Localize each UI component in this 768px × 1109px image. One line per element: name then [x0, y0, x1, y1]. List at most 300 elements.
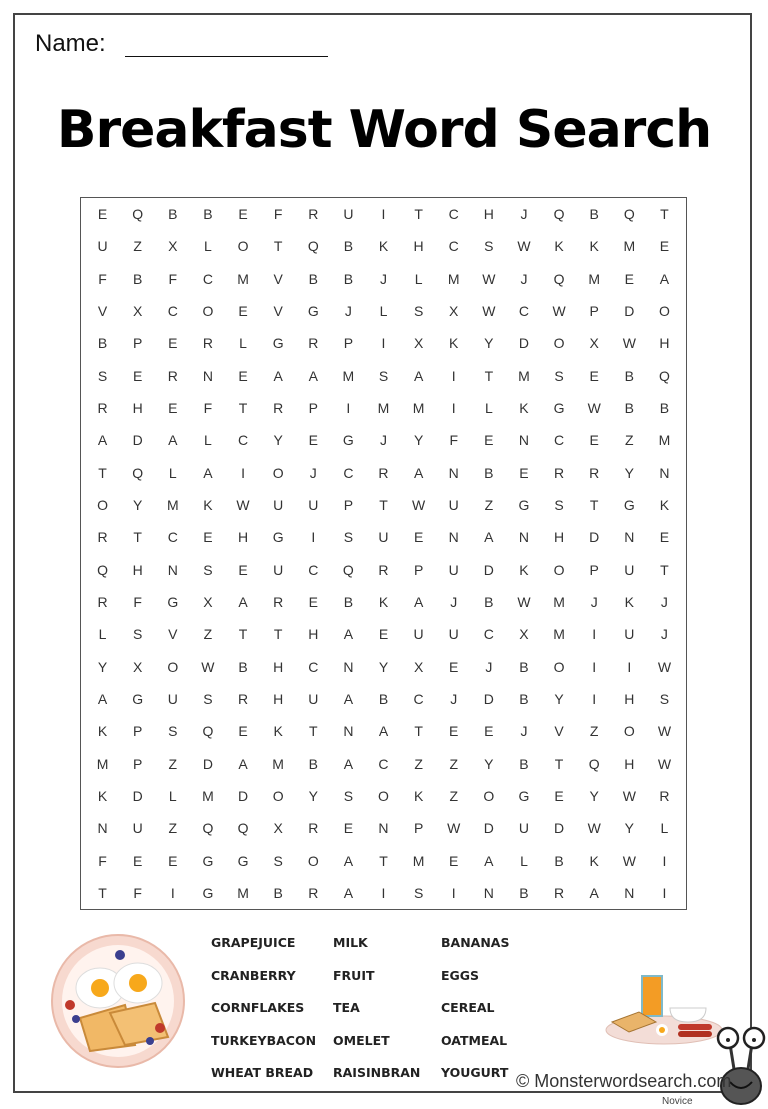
grid-cell[interactable]: U: [308, 497, 319, 514]
grid-cell[interactable]: R: [237, 690, 249, 707]
grid-cell[interactable]: C: [448, 238, 459, 255]
grid-cell[interactable]: I: [592, 658, 597, 675]
grid-cell[interactable]: C: [202, 270, 213, 287]
grid-cell[interactable]: J: [520, 723, 528, 740]
grid-cell[interactable]: Q: [623, 206, 635, 223]
grid-cell[interactable]: W: [657, 755, 672, 772]
grid-cell[interactable]: G: [272, 529, 284, 546]
grid-cell[interactable]: B: [238, 658, 248, 675]
grid-cell[interactable]: P: [308, 400, 318, 417]
grid-cell[interactable]: G: [132, 690, 144, 707]
grid-cell[interactable]: D: [518, 335, 530, 352]
grid-cell[interactable]: M: [553, 593, 565, 610]
grid-cell[interactable]: M: [342, 367, 355, 384]
grid-cell[interactable]: T: [273, 626, 283, 643]
grid-cell[interactable]: X: [449, 303, 459, 320]
grid-cell[interactable]: E: [659, 529, 670, 546]
grid-cell[interactable]: O: [553, 658, 565, 675]
grid-cell[interactable]: O: [272, 464, 284, 481]
grid-cell[interactable]: T: [98, 464, 107, 481]
grid-cell[interactable]: N: [448, 529, 459, 546]
grid-cell[interactable]: K: [589, 238, 599, 255]
grid-cell[interactable]: I: [381, 884, 386, 901]
grid-cell[interactable]: R: [378, 464, 389, 481]
grid-cell[interactable]: M: [412, 852, 425, 869]
grid-cell[interactable]: B: [273, 884, 283, 901]
grid-cell[interactable]: T: [379, 852, 388, 869]
grid-cell[interactable]: T: [589, 497, 599, 514]
grid-cell[interactable]: J: [344, 303, 352, 320]
grid-cell[interactable]: P: [589, 303, 599, 320]
name-field[interactable]: [125, 56, 328, 57]
grid-cell[interactable]: Y: [413, 432, 424, 449]
grid-cell[interactable]: E: [168, 335, 178, 352]
grid-cell[interactable]: Q: [97, 561, 108, 578]
grid-cell[interactable]: Q: [202, 723, 214, 740]
grid-cell[interactable]: A: [203, 464, 213, 481]
grid-cell[interactable]: X: [133, 658, 143, 675]
grid-cell[interactable]: C: [343, 464, 354, 481]
grid-cell[interactable]: Z: [133, 238, 142, 255]
grid-cell[interactable]: R: [273, 400, 284, 417]
grid-cell[interactable]: K: [624, 593, 634, 610]
grid-cell[interactable]: N: [167, 561, 178, 578]
grid-cell[interactable]: C: [167, 529, 178, 546]
grid-cell[interactable]: X: [273, 820, 283, 837]
grid-cell[interactable]: T: [273, 238, 283, 255]
grid-cell[interactable]: M: [237, 270, 249, 287]
grid-cell[interactable]: G: [237, 852, 249, 869]
grid-cell[interactable]: C: [378, 755, 389, 772]
grid-cell[interactable]: E: [238, 206, 248, 223]
grid-cell[interactable]: F: [133, 884, 142, 901]
grid-cell[interactable]: E: [449, 723, 459, 740]
grid-cell[interactable]: C: [237, 432, 249, 449]
grid-cell[interactable]: P: [589, 561, 599, 578]
grid-cell[interactable]: B: [203, 206, 213, 223]
grid-cell[interactable]: Z: [168, 755, 178, 772]
grid-cell[interactable]: B: [133, 270, 143, 287]
grid-cell[interactable]: J: [485, 658, 493, 675]
grid-cell[interactable]: K: [378, 238, 389, 255]
grid-cell[interactable]: P: [413, 820, 424, 837]
grid-cell[interactable]: K: [273, 723, 283, 740]
grid-cell[interactable]: G: [202, 884, 214, 901]
grid-cell[interactable]: M: [553, 626, 565, 643]
grid-cell[interactable]: O: [202, 303, 214, 320]
grid-cell[interactable]: A: [343, 755, 354, 772]
grid-cell[interactable]: M: [166, 497, 179, 514]
grid-cell[interactable]: X: [203, 593, 213, 610]
grid-cell[interactable]: Q: [132, 206, 144, 223]
grid-cell[interactable]: M: [96, 755, 109, 772]
grid-cell[interactable]: H: [308, 626, 319, 643]
grid-cell[interactable]: C: [308, 561, 319, 578]
grid-cell[interactable]: H: [237, 529, 249, 546]
grid-cell[interactable]: H: [554, 529, 565, 546]
grid-cell[interactable]: J: [660, 626, 668, 643]
grid-cell[interactable]: Z: [449, 787, 458, 804]
grid-cell[interactable]: W: [517, 593, 531, 610]
grid-cell[interactable]: K: [449, 335, 459, 352]
grid-cell[interactable]: U: [308, 690, 319, 707]
grid-cell[interactable]: H: [413, 238, 424, 255]
grid-cell[interactable]: M: [202, 787, 214, 804]
grid-cell[interactable]: W: [201, 658, 215, 675]
grid-cell[interactable]: G: [167, 593, 179, 610]
grid-cell[interactable]: F: [168, 270, 178, 287]
grid-cell[interactable]: R: [308, 206, 319, 223]
grid-cell[interactable]: M: [447, 270, 460, 287]
grid-cell[interactable]: U: [343, 206, 354, 223]
grid-cell[interactable]: S: [168, 723, 178, 740]
grid-cell[interactable]: I: [451, 367, 456, 384]
grid-cell[interactable]: U: [624, 626, 635, 643]
grid-cell[interactable]: O: [272, 787, 284, 804]
grid-cell[interactable]: B: [519, 884, 529, 901]
grid-cell[interactable]: Y: [97, 658, 108, 675]
grid-cell[interactable]: O: [623, 723, 635, 740]
grid-cell[interactable]: R: [167, 367, 178, 384]
grid-cell[interactable]: Z: [414, 755, 423, 772]
grid-cell[interactable]: L: [660, 820, 669, 837]
grid-cell[interactable]: R: [308, 820, 319, 837]
grid-cell[interactable]: D: [132, 787, 143, 804]
grid-cell[interactable]: L: [520, 852, 528, 869]
grid-cell[interactable]: O: [658, 303, 670, 320]
grid-cell[interactable]: T: [414, 723, 423, 740]
grid-cell[interactable]: I: [346, 400, 351, 417]
grid-cell[interactable]: A: [659, 270, 670, 287]
grid-cell[interactable]: Y: [624, 820, 634, 837]
grid-cell[interactable]: A: [413, 367, 424, 384]
grid-cell[interactable]: U: [413, 626, 424, 643]
grid-cell[interactable]: H: [132, 400, 143, 417]
grid-cell[interactable]: X: [413, 658, 424, 675]
grid-cell[interactable]: Q: [553, 206, 565, 223]
grid-cell[interactable]: J: [660, 593, 668, 610]
grid-cell[interactable]: W: [517, 238, 531, 255]
grid-cell[interactable]: W: [236, 497, 250, 514]
grid-cell[interactable]: U: [448, 561, 459, 578]
grid-cell[interactable]: Y: [378, 658, 389, 675]
grid-cell[interactable]: K: [97, 787, 108, 804]
grid-cell[interactable]: L: [239, 335, 247, 352]
grid-cell[interactable]: E: [168, 400, 178, 417]
grid-cell[interactable]: K: [97, 723, 108, 740]
grid-cell[interactable]: F: [203, 400, 213, 417]
grid-cell[interactable]: E: [238, 367, 248, 384]
grid-cell[interactable]: P: [133, 755, 143, 772]
grid-cell[interactable]: T: [308, 723, 318, 740]
grid-cell[interactable]: G: [307, 303, 319, 320]
grid-cell[interactable]: C: [483, 626, 494, 643]
grid-cell[interactable]: D: [589, 529, 600, 546]
grid-cell[interactable]: J: [520, 270, 528, 287]
grid-cell[interactable]: G: [518, 787, 530, 804]
grid-cell[interactable]: I: [451, 884, 456, 901]
grid-cell[interactable]: H: [483, 206, 494, 223]
grid-cell[interactable]: Y: [273, 432, 283, 449]
grid-cell[interactable]: K: [203, 497, 213, 514]
grid-cell[interactable]: A: [413, 593, 424, 610]
grid-cell[interactable]: M: [237, 884, 249, 901]
grid-cell[interactable]: E: [449, 852, 459, 869]
grid-cell[interactable]: U: [518, 820, 530, 837]
grid-cell[interactable]: H: [659, 335, 670, 352]
grid-cell[interactable]: V: [273, 270, 283, 287]
grid-cell[interactable]: S: [413, 884, 424, 901]
grid-cell[interactable]: O: [483, 787, 495, 804]
grid-cell[interactable]: U: [167, 690, 178, 707]
grid-cell[interactable]: Y: [484, 335, 494, 352]
grid-cell[interactable]: W: [482, 270, 496, 287]
grid-cell[interactable]: Z: [589, 723, 599, 740]
grid-cell[interactable]: U: [273, 497, 284, 514]
grid-cell[interactable]: E: [308, 593, 318, 610]
grid-cell[interactable]: S: [203, 561, 213, 578]
grid-cell[interactable]: E: [378, 626, 389, 643]
grid-cell[interactable]: U: [132, 820, 143, 837]
grid-cell[interactable]: E: [238, 303, 248, 320]
grid-cell[interactable]: A: [343, 690, 354, 707]
grid-cell[interactable]: E: [97, 206, 108, 223]
grid-cell[interactable]: T: [414, 206, 423, 223]
grid-cell[interactable]: U: [378, 529, 389, 546]
grid-cell[interactable]: E: [133, 852, 143, 869]
grid-cell[interactable]: G: [272, 335, 284, 352]
grid-cell[interactable]: J: [379, 270, 387, 287]
grid-cell[interactable]: L: [168, 787, 177, 804]
grid-cell[interactable]: N: [624, 884, 635, 901]
grid-cell[interactable]: D: [483, 690, 494, 707]
grid-cell[interactable]: W: [657, 723, 672, 740]
grid-cell[interactable]: S: [484, 238, 494, 255]
grid-cell[interactable]: A: [97, 690, 108, 707]
grid-cell[interactable]: M: [518, 367, 530, 384]
grid-cell[interactable]: W: [622, 787, 636, 804]
grid-cell[interactable]: G: [553, 400, 565, 417]
grid-cell[interactable]: N: [624, 529, 635, 546]
grid-cell[interactable]: A: [273, 367, 283, 384]
grid-cell[interactable]: R: [97, 529, 108, 546]
grid-cell[interactable]: E: [343, 820, 354, 837]
grid-cell[interactable]: B: [484, 593, 494, 610]
grid-cell[interactable]: E: [413, 529, 424, 546]
grid-cell[interactable]: V: [554, 723, 564, 740]
grid-cell[interactable]: A: [484, 852, 494, 869]
grid-cell[interactable]: W: [587, 820, 601, 837]
grid-cell[interactable]: G: [342, 432, 354, 449]
grid-cell[interactable]: F: [133, 593, 142, 610]
grid-cell[interactable]: K: [589, 852, 599, 869]
grid-cell[interactable]: R: [273, 593, 284, 610]
grid-cell[interactable]: B: [519, 658, 529, 675]
grid-cell[interactable]: W: [657, 658, 672, 675]
grid-cell[interactable]: O: [237, 238, 249, 255]
grid-cell[interactable]: Z: [449, 755, 458, 772]
grid-cell[interactable]: D: [237, 787, 249, 804]
grid-cell[interactable]: O: [378, 787, 389, 804]
grid-cell[interactable]: E: [659, 238, 670, 255]
grid-cell[interactable]: P: [133, 335, 143, 352]
grid-cell[interactable]: N: [518, 529, 530, 546]
grid-cell[interactable]: O: [97, 497, 108, 514]
grid-cell[interactable]: B: [168, 206, 178, 223]
grid-cell[interactable]: P: [343, 497, 354, 514]
grid-cell[interactable]: S: [554, 497, 564, 514]
grid-cell[interactable]: Y: [308, 787, 318, 804]
grid-cell[interactable]: W: [587, 400, 601, 417]
grid-cell[interactable]: N: [378, 820, 389, 837]
grid-cell[interactable]: Z: [484, 497, 494, 514]
grid-cell[interactable]: B: [343, 238, 354, 255]
grid-cell[interactable]: B: [624, 367, 634, 384]
grid-cell[interactable]: S: [343, 529, 354, 546]
grid-cell[interactable]: E: [484, 723, 494, 740]
grid-cell[interactable]: B: [519, 755, 529, 772]
grid-cell[interactable]: L: [204, 432, 212, 449]
grid-cell[interactable]: A: [343, 884, 354, 901]
grid-cell[interactable]: X: [133, 303, 143, 320]
grid-cell[interactable]: V: [168, 626, 178, 643]
grid-cell[interactable]: U: [448, 497, 459, 514]
grid-cell[interactable]: E: [308, 432, 318, 449]
grid-cell[interactable]: G: [518, 497, 530, 514]
grid-cell[interactable]: U: [624, 561, 635, 578]
grid-cell[interactable]: E: [168, 852, 178, 869]
grid-cell[interactable]: U: [448, 626, 459, 643]
grid-cell[interactable]: C: [167, 303, 178, 320]
grid-cell[interactable]: M: [658, 432, 671, 449]
grid-cell[interactable]: C: [448, 206, 459, 223]
grid-cell[interactable]: S: [659, 690, 670, 707]
grid-cell[interactable]: I: [451, 400, 456, 417]
grid-cell[interactable]: B: [308, 755, 318, 772]
grid-cell[interactable]: Q: [588, 755, 600, 772]
grid-cell[interactable]: I: [627, 658, 632, 675]
grid-cell[interactable]: D: [483, 820, 494, 837]
grid-cell[interactable]: A: [97, 432, 108, 449]
grid-cell[interactable]: E: [554, 787, 564, 804]
grid-cell[interactable]: W: [482, 303, 496, 320]
grid-cell[interactable]: T: [133, 529, 142, 546]
grid-cell[interactable]: H: [132, 561, 143, 578]
grid-cell[interactable]: J: [450, 593, 458, 610]
grid-cell[interactable]: E: [589, 432, 599, 449]
grid-cell[interactable]: F: [449, 432, 458, 449]
grid-cell[interactable]: W: [552, 303, 566, 320]
grid-cell[interactable]: K: [413, 787, 424, 804]
grid-cell[interactable]: W: [622, 852, 636, 869]
grid-cell[interactable]: B: [484, 464, 494, 481]
grid-cell[interactable]: E: [589, 367, 599, 384]
grid-cell[interactable]: E: [133, 367, 143, 384]
grid-cell[interactable]: X: [413, 335, 424, 352]
grid-cell[interactable]: L: [379, 303, 388, 320]
grid-cell[interactable]: M: [623, 238, 636, 255]
grid-cell[interactable]: T: [484, 367, 494, 384]
grid-cell[interactable]: W: [412, 497, 426, 514]
grid-cell[interactable]: T: [98, 884, 107, 901]
grid-cell[interactable]: B: [343, 270, 354, 287]
grid-cell[interactable]: L: [484, 400, 493, 417]
grid-cell[interactable]: C: [413, 690, 424, 707]
grid-cell[interactable]: N: [518, 432, 530, 449]
grid-cell[interactable]: R: [554, 884, 565, 901]
grid-cell[interactable]: G: [623, 497, 635, 514]
grid-cell[interactable]: T: [238, 626, 248, 643]
grid-cell[interactable]: Z: [203, 626, 213, 643]
grid-cell[interactable]: B: [378, 690, 389, 707]
grid-cell[interactable]: X: [589, 335, 599, 352]
grid-cell[interactable]: B: [659, 400, 670, 417]
grid-cell[interactable]: A: [413, 464, 424, 481]
grid-cell[interactable]: N: [97, 820, 108, 837]
grid-cell[interactable]: C: [554, 432, 565, 449]
grid-cell[interactable]: Z: [625, 432, 634, 449]
grid-cell[interactable]: N: [483, 884, 494, 901]
grid-cell[interactable]: S: [133, 626, 143, 643]
grid-cell[interactable]: F: [273, 206, 283, 223]
grid-cell[interactable]: E: [238, 723, 248, 740]
grid-cell[interactable]: E: [624, 270, 634, 287]
grid-cell[interactable]: R: [659, 787, 670, 804]
grid-cell[interactable]: A: [238, 755, 248, 772]
grid-cell[interactable]: A: [343, 852, 354, 869]
grid-cell[interactable]: S: [554, 367, 564, 384]
grid-cell[interactable]: T: [660, 561, 669, 578]
grid-cell[interactable]: T: [379, 497, 388, 514]
grid-cell[interactable]: L: [168, 464, 177, 481]
grid-cell[interactable]: J: [309, 464, 317, 481]
grid-cell[interactable]: Y: [589, 787, 599, 804]
grid-cell[interactable]: P: [133, 723, 143, 740]
grid-cell[interactable]: H: [624, 755, 635, 772]
grid-cell[interactable]: T: [660, 206, 669, 223]
grid-cell[interactable]: X: [168, 238, 178, 255]
grid-cell[interactable]: B: [97, 335, 108, 352]
grid-cell[interactable]: A: [589, 884, 599, 901]
grid-cell[interactable]: T: [238, 400, 248, 417]
grid-cell[interactable]: Q: [132, 464, 144, 481]
grid-cell[interactable]: A: [168, 432, 178, 449]
grid-cell[interactable]: E: [519, 464, 529, 481]
grid-cell[interactable]: S: [343, 787, 354, 804]
grid-cell[interactable]: E: [238, 561, 248, 578]
grid-cell[interactable]: A: [343, 626, 354, 643]
grid-cell[interactable]: O: [553, 335, 565, 352]
grid-cell[interactable]: N: [202, 367, 213, 384]
grid-cell[interactable]: Q: [202, 820, 214, 837]
grid-cell[interactable]: R: [378, 561, 389, 578]
grid-cell[interactable]: U: [273, 561, 284, 578]
grid-cell[interactable]: N: [343, 658, 354, 675]
grid-cell[interactable]: J: [379, 432, 387, 449]
grid-cell[interactable]: D: [624, 303, 635, 320]
grid-cell[interactable]: Q: [307, 238, 319, 255]
grid-cell[interactable]: I: [592, 690, 597, 707]
grid-cell[interactable]: C: [518, 303, 530, 320]
grid-cell[interactable]: E: [484, 432, 494, 449]
grid-cell[interactable]: A: [238, 593, 248, 610]
grid-cell[interactable]: N: [343, 723, 354, 740]
grid-cell[interactable]: I: [381, 206, 386, 223]
grid-cell[interactable]: Q: [658, 367, 670, 384]
grid-cell[interactable]: B: [308, 270, 318, 287]
grid-cell[interactable]: W: [447, 820, 461, 837]
grid-cell[interactable]: R: [308, 884, 319, 901]
